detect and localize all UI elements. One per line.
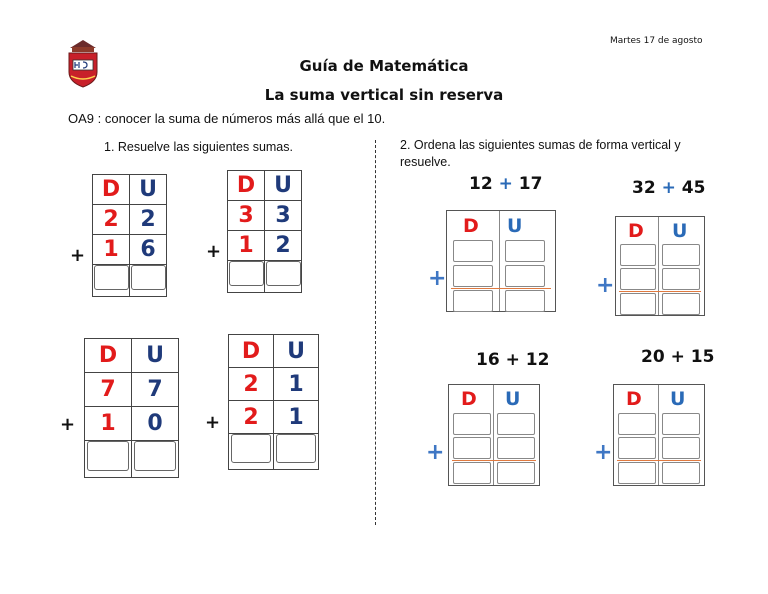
answer-cell[interactable] xyxy=(618,437,656,459)
header-u: U xyxy=(130,175,167,205)
answer-cell[interactable] xyxy=(662,268,700,290)
vertical-grid-2 xyxy=(615,216,705,316)
answer-cell[interactable] xyxy=(453,265,493,287)
digit-units: 1 xyxy=(274,368,319,401)
plus-sign: + xyxy=(428,266,447,291)
sum-expression-3 xyxy=(476,350,549,370)
page-title: Guía de Matemática xyxy=(299,57,469,75)
sum-table-1 xyxy=(92,174,167,297)
addend-b: 15 xyxy=(690,347,715,367)
digit-tens: 2 xyxy=(93,205,130,235)
answer-cell[interactable] xyxy=(505,265,545,287)
part2-instruction: 2. Ordena las siguientes sumas de forma vertical y resuelve. xyxy=(400,138,681,169)
header-u: U xyxy=(274,335,319,368)
digit-units: 7 xyxy=(132,373,179,407)
answer-cell[interactable] xyxy=(620,244,656,266)
header-d: D xyxy=(229,335,274,368)
date-label: Martes 17 de agosto xyxy=(610,36,703,46)
addend-b: 45 xyxy=(681,178,706,198)
plus-sign: + xyxy=(206,241,222,262)
objective-text: OA9 : conocer la suma de números más allá que el 10. xyxy=(68,111,386,126)
plus-operator: + xyxy=(670,347,685,367)
plus-sign: + xyxy=(594,440,613,465)
answer-cell[interactable] xyxy=(620,268,656,290)
sum-expression-2 xyxy=(632,178,705,198)
addend-a: 32 xyxy=(632,178,656,198)
answer-box-tens[interactable] xyxy=(231,434,271,463)
answer-cell[interactable] xyxy=(497,413,535,435)
answer-cell[interactable] xyxy=(505,290,545,312)
addend-a: 20 xyxy=(641,347,665,367)
header-d: D xyxy=(93,175,130,205)
answer-cell[interactable] xyxy=(618,413,656,435)
answer-cell[interactable] xyxy=(453,437,491,459)
digit-tens: 7 xyxy=(85,373,132,407)
sum-expression-4 xyxy=(641,347,714,367)
dashed-divider xyxy=(375,140,376,525)
answer-cell[interactable] xyxy=(505,240,545,262)
answer-box-units[interactable] xyxy=(134,441,176,471)
answer-box-units[interactable] xyxy=(276,434,316,463)
plus-sign: + xyxy=(426,440,445,465)
header-d: D xyxy=(461,388,477,410)
vertical-grid-3 xyxy=(448,384,540,486)
answer-cell[interactable] xyxy=(453,462,491,484)
answer-cell[interactable] xyxy=(497,437,535,459)
vertical-grid-1 xyxy=(446,210,556,312)
digit-tens: 3 xyxy=(228,201,265,231)
sum-table-4 xyxy=(228,334,319,470)
plus-sign: + xyxy=(205,412,221,433)
plus-operator: + xyxy=(498,174,513,194)
answer-box-tens[interactable] xyxy=(94,265,129,290)
header-u: U xyxy=(265,171,302,201)
digit-units: 3 xyxy=(265,201,302,231)
answer-cell[interactable] xyxy=(662,437,700,459)
answer-cell[interactable] xyxy=(662,293,700,315)
header-u: U xyxy=(672,220,688,242)
answer-cell[interactable] xyxy=(453,290,493,312)
plus-sign: + xyxy=(70,245,86,266)
header-d: D xyxy=(85,339,132,373)
digit-units: 2 xyxy=(265,231,302,261)
answer-cell[interactable] xyxy=(497,462,535,484)
addend-b: 12 xyxy=(525,350,550,370)
sum-table-3 xyxy=(84,338,179,478)
digit-tens: 1 xyxy=(85,407,132,441)
header-u: U xyxy=(132,339,179,373)
digit-tens: 1 xyxy=(93,235,130,265)
answer-cell[interactable] xyxy=(662,413,700,435)
answer-box-units[interactable] xyxy=(131,265,166,290)
vertical-grid-4 xyxy=(613,384,705,486)
part1-instruction: 1. Resuelve las siguientes sumas. xyxy=(104,140,293,154)
header-d: D xyxy=(626,388,642,410)
header-d: D xyxy=(628,220,644,242)
answer-cell[interactable] xyxy=(620,293,656,315)
addend-b: 17 xyxy=(518,174,543,194)
plus-sign: + xyxy=(596,273,615,298)
digit-tens: 2 xyxy=(229,401,274,434)
plus-sign: + xyxy=(60,414,76,435)
addend-a: 16 xyxy=(476,350,500,370)
header-u: U xyxy=(670,388,686,410)
answer-box-tens[interactable] xyxy=(229,261,264,286)
header-u: U xyxy=(507,215,523,237)
sum-expression-1 xyxy=(469,174,542,194)
answer-box-tens[interactable] xyxy=(87,441,129,471)
header-d: D xyxy=(463,215,479,237)
plus-operator: + xyxy=(505,350,520,370)
digit-units: 6 xyxy=(130,235,167,265)
digit-units: 0 xyxy=(132,407,179,441)
answer-box-units[interactable] xyxy=(266,261,301,286)
digit-tens: 1 xyxy=(228,231,265,261)
plus-operator: + xyxy=(661,178,676,198)
header-d: D xyxy=(228,171,265,201)
answer-cell[interactable] xyxy=(618,462,656,484)
digit-units: 1 xyxy=(274,401,319,434)
answer-cell[interactable] xyxy=(662,462,700,484)
addend-a: 12 xyxy=(469,174,493,194)
page-subtitle: La suma vertical sin reserva xyxy=(264,86,504,104)
header-u: U xyxy=(505,388,521,410)
answer-cell[interactable] xyxy=(662,244,700,266)
answer-cell[interactable] xyxy=(453,240,493,262)
digit-tens: 2 xyxy=(229,368,274,401)
digit-units: 2 xyxy=(130,205,167,235)
answer-cell[interactable] xyxy=(453,413,491,435)
sum-table-2 xyxy=(227,170,302,293)
